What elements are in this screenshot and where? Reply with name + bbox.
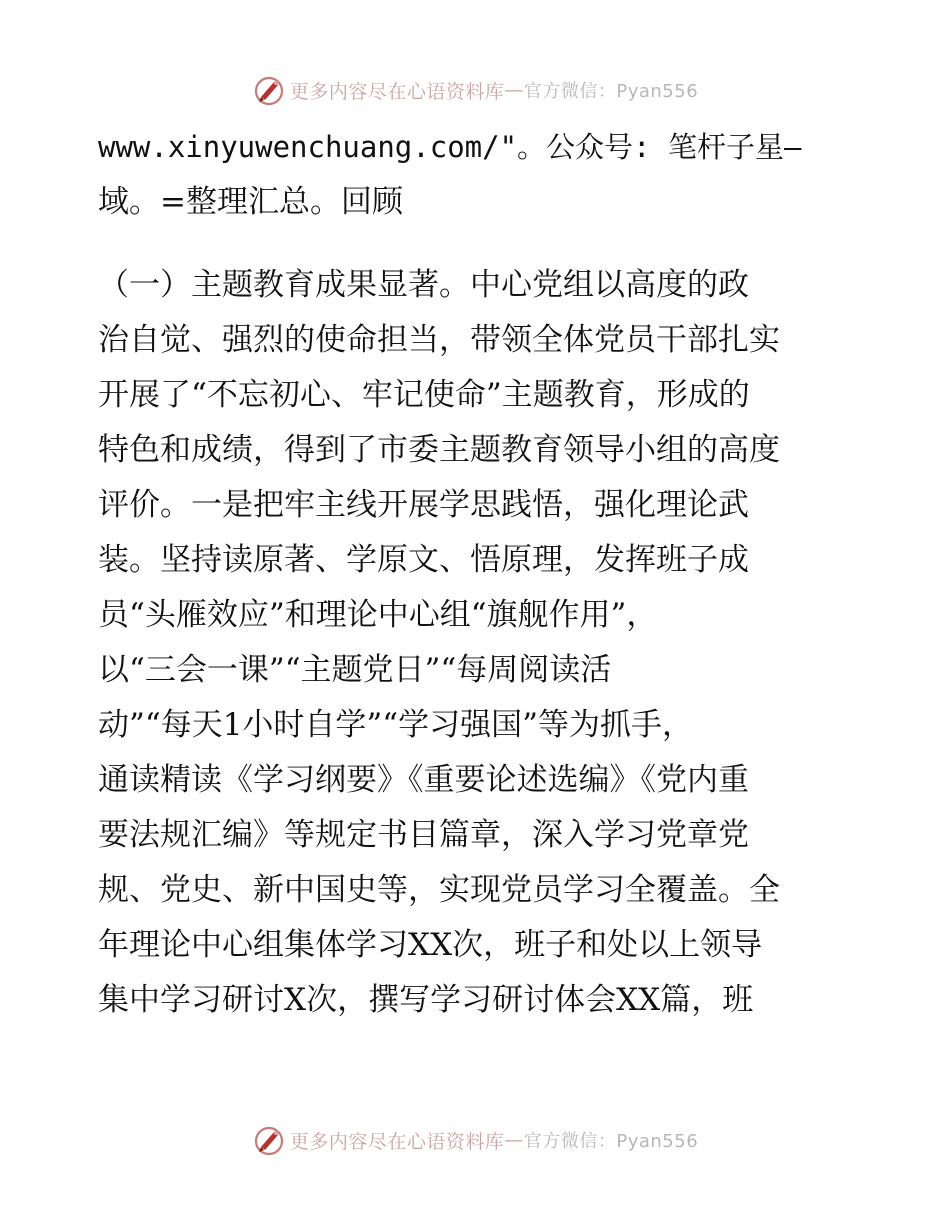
paragraph-line: 以“三会一课”“主题党日”“每周阅读活 — [98, 652, 612, 688]
paragraph-line: 特色和成绩，得到了市委主题教育领导小组的高度 — [98, 432, 780, 468]
banner-separator: — — [504, 79, 524, 101]
footer-banner — [0, 1120, 950, 1160]
paragraph-line: 要法规汇编》等规定书目篇章，深入学习党章党 — [98, 817, 749, 853]
intro-line: www.xinyuwenchuang.com/"。公众号: 笔杆子星— — [98, 130, 802, 164]
pen-logo-icon — [252, 1123, 286, 1157]
banner-site-text: 更多内容尽在心语资料库 — [289, 80, 505, 103]
paragraph-line: 治自觉、强烈的使命担当，带领全体党员干部扎实 — [98, 322, 780, 358]
paragraph-line: 通读精读《学习纲要》《重要论述选编》《党内重 — [98, 762, 749, 798]
pen-logo-icon — [252, 73, 286, 107]
paragraph-line: 开展了“不忘初心、牢记使命”主题教育，形成的 — [98, 377, 750, 413]
intro-line: 域。=整理汇总。回顾 — [98, 184, 403, 220]
document-body — [98, 120, 858, 1028]
paragraph-line: （一）主题教育成果显著。中心党组以高度的政 — [98, 267, 749, 303]
paragraph-line: 年理论中心组集体学习XX次，班子和处以上领导 — [98, 927, 763, 963]
header-banner — [0, 70, 950, 110]
banner-separator: — — [504, 1129, 524, 1151]
paragraph-line: 规、党史、新中国史等，实现党员学习全覆盖。全 — [98, 872, 780, 908]
paragraph-line: 评价。一是把牢主线开展学思践悟，强化理论武 — [98, 487, 749, 523]
paragraph-line: 员“头雁效应”和理论中心组“旗舰作用”， — [98, 597, 658, 633]
banner-wechat-text: 官方微信：Pyan556 — [523, 81, 699, 102]
paragraph-line: 集中学习研讨X次，撰写学习研讨体会XX篇，班 — [98, 982, 754, 1018]
banner-site-text: 更多内容尽在心语资料库 — [289, 1130, 505, 1153]
banner-wechat-text: 官方微信：Pyan556 — [523, 1131, 699, 1152]
paragraph-line: 动”“每天1小时自学”“学习强国”等为抓手， — [98, 707, 693, 743]
paragraph-line: 装。坚持读原著、学原文、悟原理，发挥班子成 — [98, 542, 749, 578]
